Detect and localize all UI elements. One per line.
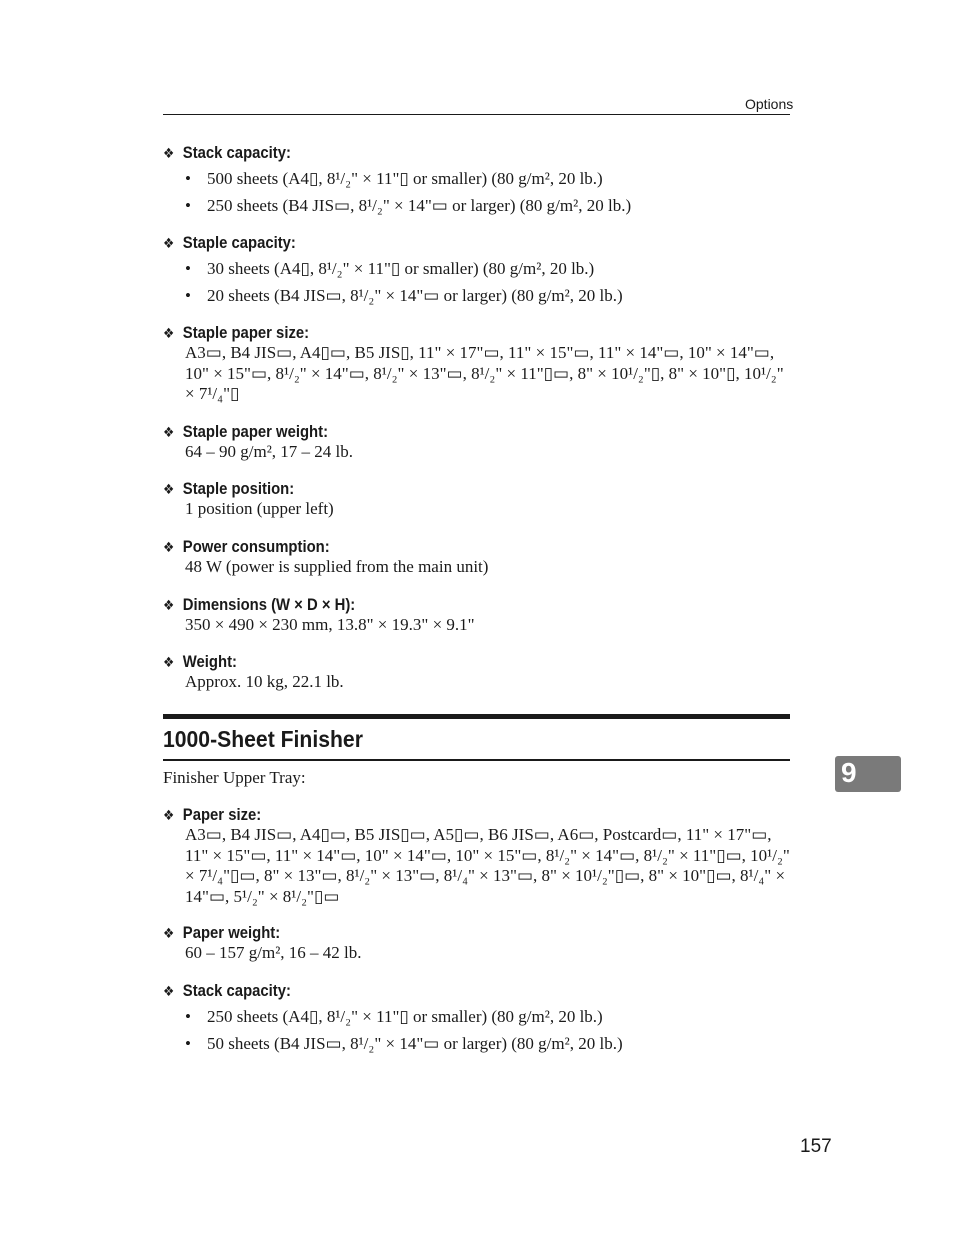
running-header: Options [745, 96, 794, 112]
spec-staple-position [163, 479, 790, 520]
section-top-rule [163, 714, 790, 719]
spec-heading: Power consumption: [182, 538, 330, 556]
spec-value: A3▭, B4 JIS▭, A4▯▭, B5 JIS▯▭, A5▯▭, B6 JIS▭, A6▭, Postcard▭, 11" × 17"▭, 11" × 15"▭, 11" × 14"▭, 10" × 14"▭, 10" × 15"▭, 8¹/₂" × 14"▭, 8¹/₂" × 11"▯▭, 10¹/₂" × 7¹/₄"▯▭, 8" × 13"▭, 8¹/₂" × 13"▭, 8¹/₄" × 13"▭, 8" × 10¹/₂"▯▭, 8" × 10"▯▭, 8¹/₄" × 14"▭, 5¹/₂" × 8¹/₂"▯▭ [185, 825, 790, 906]
bullet-list [185, 259, 790, 306]
spec-power-consumption [163, 537, 790, 578]
spec-heading: Staple capacity: [182, 234, 296, 252]
list-item: • 20 sheets (B4 JIS▭, 8¹/₂" × 14"▭ or larger) (80 g/m², 20 lb.) [185, 286, 623, 305]
diamond-bullet-icon: ❖ [163, 424, 175, 440]
spec-heading: Staple paper weight: [182, 423, 329, 441]
diamond-bullet-icon: ❖ [163, 235, 175, 251]
spec-value: 48 W (power is supplied from the main unit) [185, 557, 489, 576]
section-title: 1000-Sheet Finisher [163, 726, 363, 752]
spec-heading: Paper weight: [182, 924, 281, 942]
diamond-bullet-icon: ❖ [163, 145, 175, 161]
spec-paper-size [163, 805, 790, 907]
spec-value: 64 – 90 g/m², 17 – 24 lb. [185, 442, 354, 461]
spec-heading: Stack capacity: [182, 982, 291, 1000]
spec-heading: Dimensions (W × D × H): [182, 596, 356, 614]
diamond-bullet-icon: ❖ [163, 925, 175, 941]
list-item: • 250 sheets (B4 JIS▭, 8¹/₂" × 14"▭ or larger) (80 g/m², 20 lb.) [185, 196, 632, 215]
list-item: • 500 sheets (A4▯, 8¹/₂" × 11"▯ or smaller) (80 g/m², 20 lb.) [185, 169, 603, 188]
diamond-bullet-icon: ❖ [163, 983, 175, 999]
list-item: • 250 sheets (A4▯, 8¹/₂" × 11"▯ or smaller) (80 g/m², 20 lb.) [185, 1007, 603, 1026]
spec-heading: Paper size: [182, 806, 262, 824]
spec-staple-capacity [163, 233, 790, 313]
spec-value: Approx. 10 kg, 22.1 lb. [185, 672, 344, 691]
spec-weight [163, 652, 790, 693]
bullet-list [185, 169, 790, 216]
diamond-bullet-icon: ❖ [163, 807, 175, 823]
spec-stack-capacity [163, 143, 790, 223]
spec-heading: Stack capacity: [182, 144, 291, 162]
bullet-list [185, 1007, 790, 1054]
spec-value: 350 × 490 × 230 mm, 13.8" × 19.3" × 9.1" [185, 615, 475, 634]
spec-finisher-stack-capacity [163, 981, 790, 1061]
spec-value: A3▭, B4 JIS▭, A4▯▭, B5 JIS▯, 11" × 17"▭, 11" × 15"▭, 11" × 14"▭, 10" × 14"▭, 10" × 15"▭, 8¹/₂" × 14"▭, 8¹/₂" × 13"▭, 8¹/₂" × 11"▯▭, 8" × 10¹/₂"▯, 8" × 10"▯, 10¹/₂" × 7¹/₄"▯ [185, 343, 784, 403]
spec-heading: Staple paper size: [182, 324, 310, 342]
page-number: 157 [800, 1136, 832, 1157]
chapter-number: 9 [841, 757, 857, 788]
spec-paper-weight [163, 923, 790, 964]
diamond-bullet-icon: ❖ [163, 481, 175, 497]
spec-value: 60 – 157 g/m², 16 – 42 lb. [185, 943, 362, 962]
spec-staple-paper-size [163, 323, 790, 405]
spec-heading: Weight: [182, 653, 237, 671]
spec-staple-paper-weight [163, 422, 790, 463]
diamond-bullet-icon: ❖ [163, 597, 175, 613]
diamond-bullet-icon: ❖ [163, 325, 175, 341]
diamond-bullet-icon: ❖ [163, 539, 175, 555]
list-item: • 30 sheets (A4▯, 8¹/₂" × 11"▯ or smaller) (80 g/m², 20 lb.) [185, 259, 595, 278]
section-bottom-rule [163, 759, 790, 761]
header-rule [163, 114, 790, 115]
diamond-bullet-icon: ❖ [163, 654, 175, 670]
spec-value: 1 position (upper left) [185, 499, 334, 518]
section-intro: Finisher Upper Tray: [163, 768, 306, 787]
list-item: • 50 sheets (B4 JIS▭, 8¹/₂" × 14"▭ or larger) (80 g/m², 20 lb.) [185, 1034, 623, 1053]
chapter-tab [835, 756, 901, 792]
spec-dimensions [163, 595, 790, 636]
spec-heading: Staple position: [182, 480, 295, 498]
